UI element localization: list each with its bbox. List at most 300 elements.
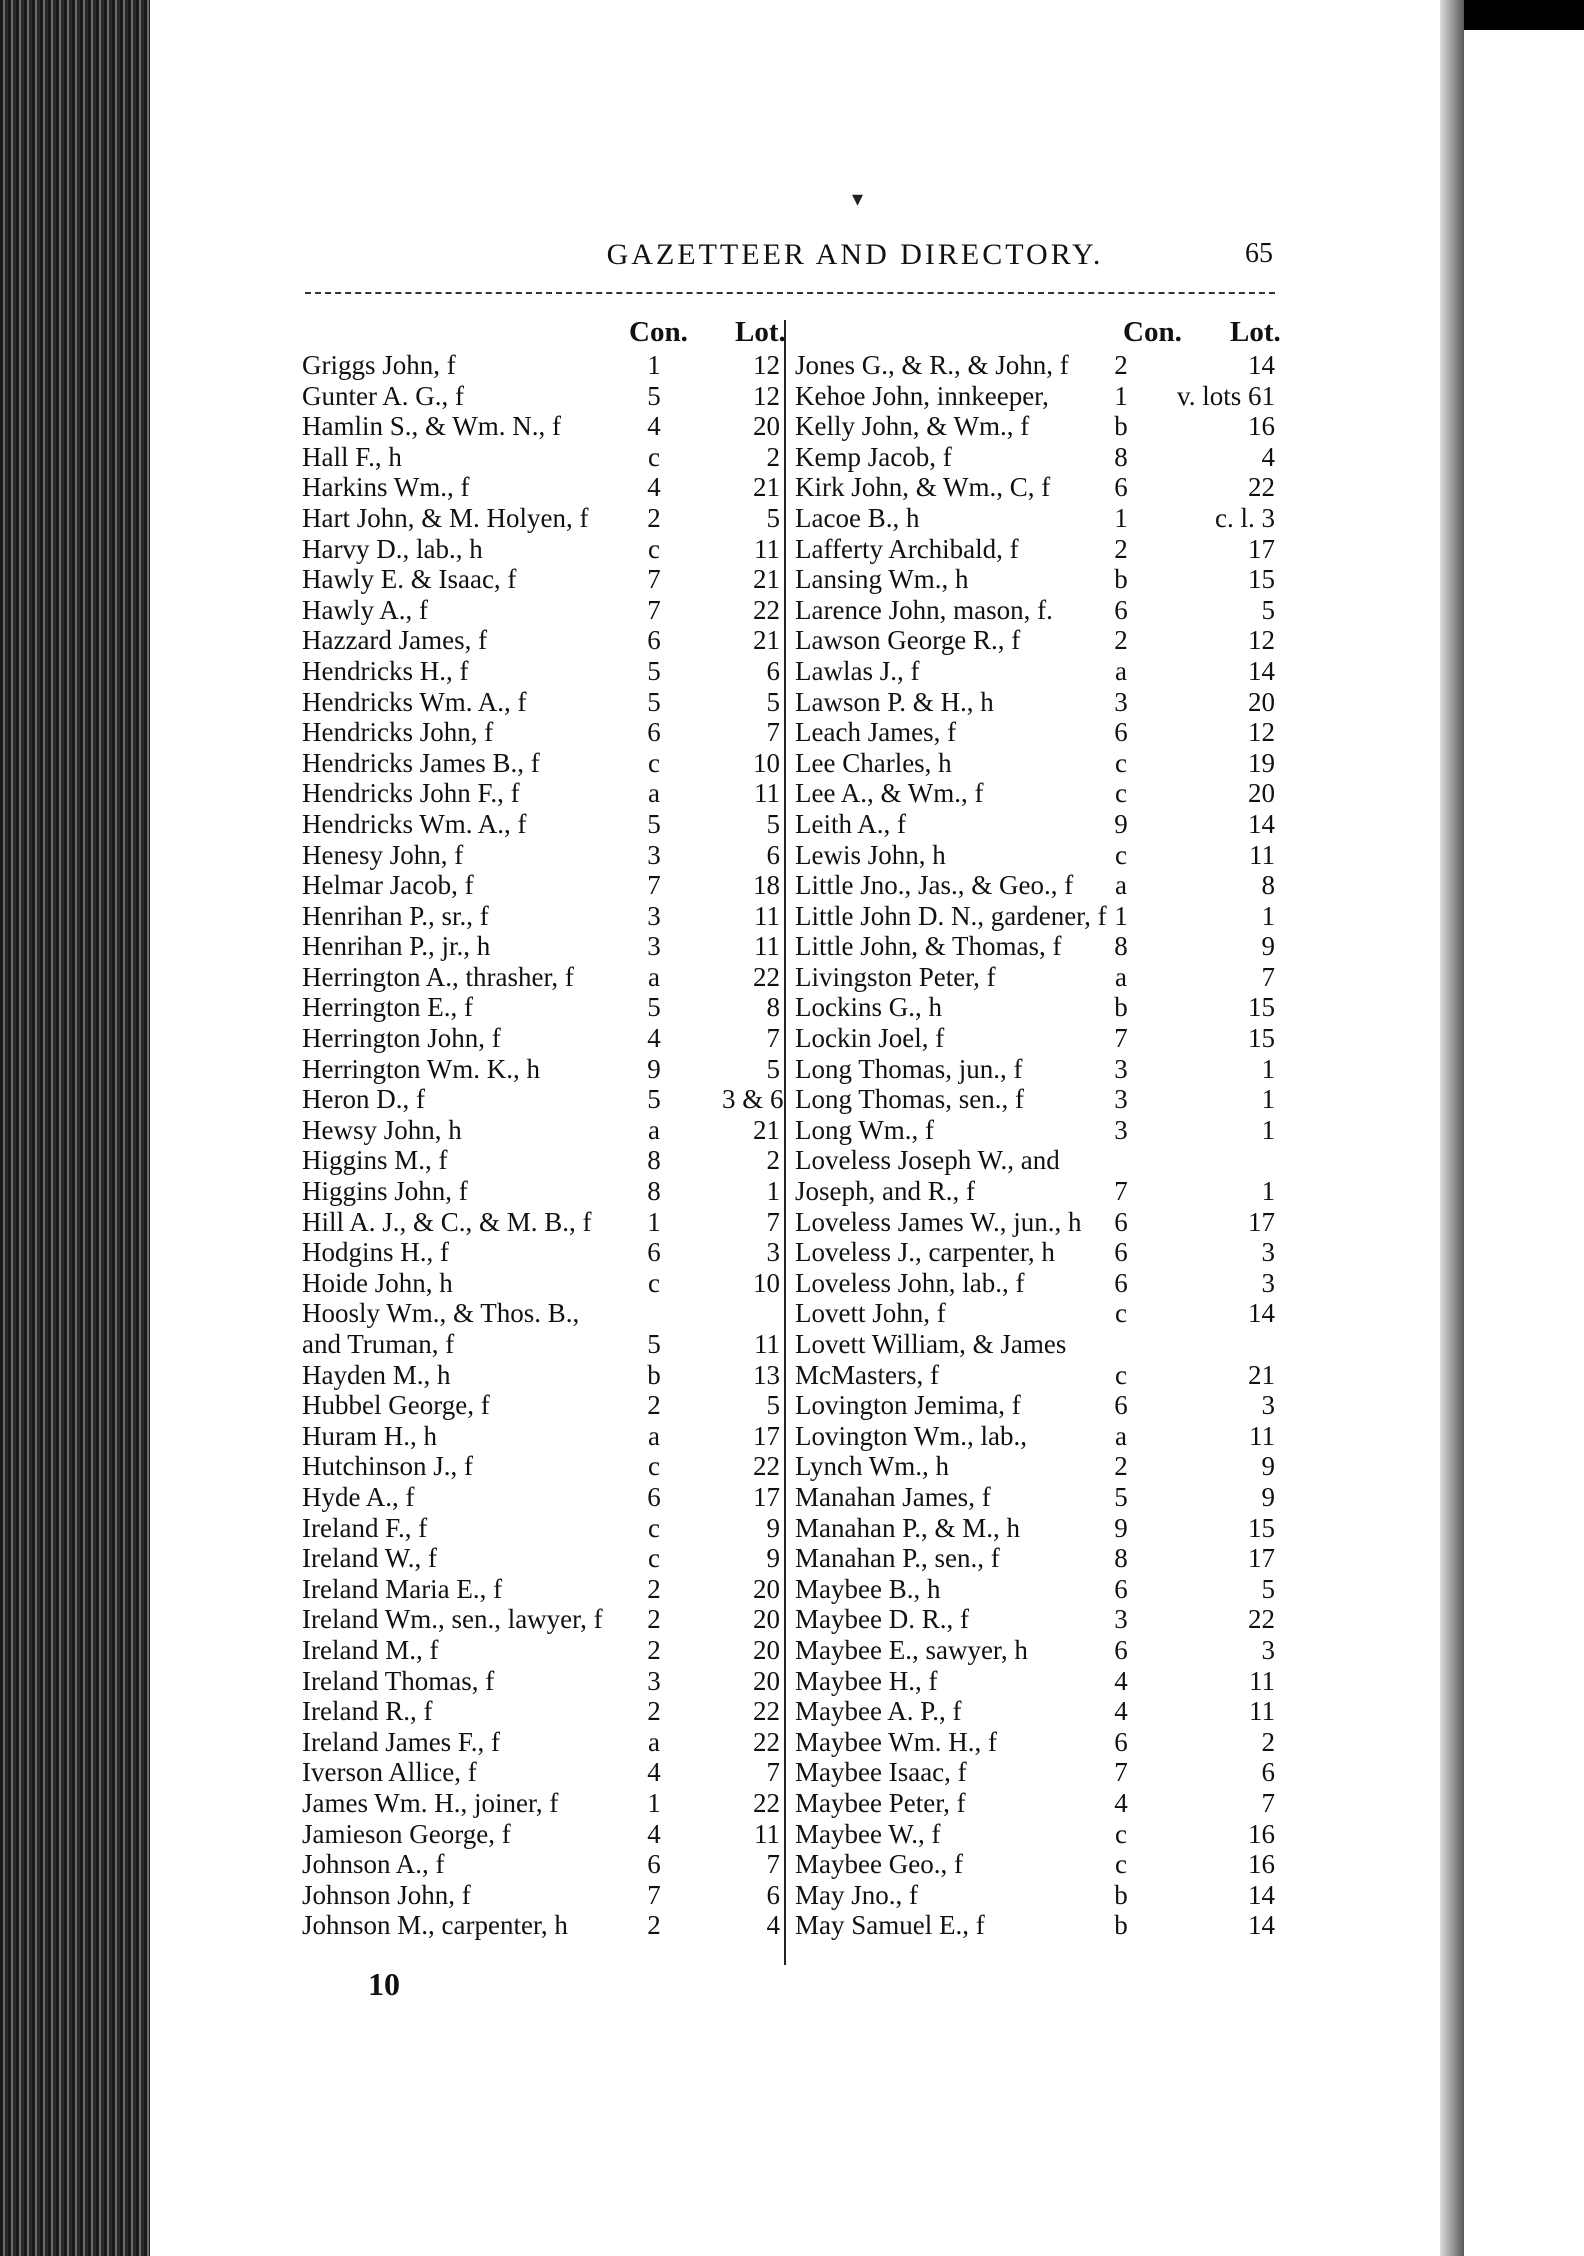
entry-lot: 19	[1248, 747, 1275, 778]
entry-concession: 6	[1114, 594, 1128, 625]
directory-entry	[795, 1666, 1275, 1697]
entry-lot: 4	[1261, 441, 1275, 472]
entry-concession: 2	[1114, 350, 1128, 380]
entry-name: Henesy John, f	[302, 839, 464, 870]
entry-name: Loveless James W., jun., h	[795, 1206, 1082, 1237]
entry-name: Jamieson George, f	[302, 1818, 511, 1849]
entry-name: James Wm. H., joiner, f	[302, 1787, 559, 1818]
directory-entry	[302, 350, 782, 381]
entry-name: Hamlin S., & Wm. N., f	[302, 411, 561, 442]
entry-concession: 2	[647, 1634, 661, 1665]
entry-lot: 21	[753, 564, 780, 595]
entry-name: Higgins M., f	[302, 1145, 448, 1176]
entry-lot: 11	[1249, 1696, 1275, 1727]
entry-concession: c	[648, 1512, 660, 1543]
entry-lot: 5	[766, 808, 780, 839]
directory-entry	[302, 1482, 782, 1513]
entry-lot: 12	[753, 380, 780, 411]
entry-lot: 6	[1261, 1757, 1275, 1788]
directory-entry	[795, 1084, 1275, 1115]
lot-header: Lot.	[735, 316, 786, 348]
entry-name: May Samuel E., f	[795, 1910, 985, 1941]
entry-name: Maybee Peter, f	[795, 1787, 966, 1818]
entry-name: Hoosly Wm., & Thos. B.,	[302, 1298, 580, 1329]
entry-lot: 3	[1261, 1634, 1275, 1665]
entry-lot: 17	[1248, 1543, 1275, 1574]
header-rule	[305, 292, 1275, 294]
entry-name: Long Thomas, sen., f	[795, 1084, 1024, 1115]
entry-concession: 6	[1114, 1726, 1128, 1757]
directory-entry	[302, 411, 782, 442]
entry-name: Hendricks Wm. A., f	[302, 686, 527, 717]
entry-lot: 5	[766, 1390, 780, 1421]
directory-entry	[795, 1115, 1275, 1146]
entry-lot: 3	[1261, 1390, 1275, 1421]
entry-name: Leith A., f	[795, 808, 906, 839]
entry-concession: 7	[1114, 1176, 1128, 1207]
entry-concession: c	[1115, 839, 1127, 870]
entry-concession: 9	[1114, 808, 1128, 839]
entry-lot: 7	[766, 1023, 780, 1054]
directory-entry	[795, 1298, 1275, 1329]
entry-concession: 3	[1114, 1604, 1128, 1635]
entry-concession: 1	[1114, 900, 1128, 931]
directory-entry	[302, 442, 782, 473]
left-listing	[302, 350, 782, 1941]
entry-name: Manahan James, f	[795, 1481, 991, 1512]
entry-name: Hayden M., h	[302, 1359, 451, 1390]
entry-lot: 9	[1261, 1451, 1275, 1482]
entry-lot: 6	[766, 1879, 780, 1910]
directory-entry	[795, 656, 1275, 687]
directory-entry	[795, 687, 1275, 718]
entry-concession: 6	[1114, 1573, 1128, 1604]
entry-name: Maybee Geo., f	[795, 1849, 963, 1880]
entry-name: Henrihan P., jr., h	[302, 931, 491, 962]
directory-entry	[302, 503, 782, 534]
entry-name: Huram H., h	[302, 1420, 437, 1451]
entry-concession: 8	[1114, 441, 1128, 472]
directory-entry	[795, 1849, 1275, 1880]
entry-concession: 9	[1114, 1512, 1128, 1543]
entry-lot: 20	[753, 1604, 780, 1635]
directory-entry	[795, 472, 1275, 503]
entry-lot: 17	[753, 1481, 780, 1512]
entry-lot: 10	[753, 1267, 780, 1298]
entry-concession: 5	[647, 380, 661, 411]
entry-name: Lockin Joel, f	[795, 1023, 945, 1054]
entry-lot: 16	[1248, 411, 1275, 442]
entry-concession: 2	[647, 1390, 661, 1421]
directory-entry	[795, 1329, 1275, 1360]
entry-name: Lovington Wm., lab.,	[795, 1420, 1027, 1451]
entry-concession: 7	[647, 870, 661, 901]
entry-lot: 11	[1249, 1665, 1275, 1696]
entry-name: Larence John, mason, f.	[795, 594, 1053, 625]
entry-name: Loveless John, lab., f	[795, 1267, 1025, 1298]
entry-name: Lee Charles, h	[795, 747, 952, 778]
entry-lot: 11	[754, 533, 780, 564]
entry-name: Little Jno., Jas., & Geo., f	[795, 870, 1074, 901]
entry-lot: 13	[753, 1359, 780, 1390]
entry-concession: c	[1115, 778, 1127, 809]
entry-name: Iverson Allice, f	[302, 1757, 477, 1788]
entry-concession: b	[1114, 564, 1128, 595]
directory-entry	[795, 564, 1275, 595]
entry-concession: 3	[647, 900, 661, 931]
entry-lot: 5	[766, 502, 780, 533]
entry-lot: 1	[1261, 1053, 1275, 1084]
page-number: 65	[1245, 238, 1273, 269]
entry-lot: 11	[1249, 839, 1275, 870]
directory-entry	[795, 1880, 1275, 1911]
entry-concession: 2	[1114, 533, 1128, 564]
entry-name: Lockins G., h	[795, 992, 942, 1023]
entry-concession: a	[648, 778, 660, 809]
entry-name: Ireland Thomas, f	[302, 1665, 495, 1696]
entry-concession: a	[648, 961, 660, 992]
directory-entry	[302, 1023, 782, 1054]
entry-concession: 4	[647, 1757, 661, 1788]
entry-concession: a	[1115, 961, 1127, 992]
entry-lot: 14	[1248, 1879, 1275, 1910]
entry-name: Hawly E. & Isaac, f	[302, 564, 517, 595]
entry-lot: 8	[766, 992, 780, 1023]
directory-entry	[302, 1451, 782, 1482]
entry-name: Lawson P. & H., h	[795, 686, 994, 717]
directory-entry	[795, 1635, 1275, 1666]
entry-lot: 15	[1248, 1512, 1275, 1543]
entry-lot: 17	[1248, 533, 1275, 564]
entry-concession: 4	[647, 411, 661, 442]
entry-name: Hall F., h	[302, 441, 402, 472]
entry-lot: 15	[1248, 1023, 1275, 1054]
entry-lot: 22	[1248, 472, 1275, 503]
entry-name: Higgins John, f	[302, 1176, 468, 1207]
entry-name: Kirk John, & Wm., C, f	[795, 472, 1051, 503]
directory-entry	[302, 1513, 782, 1544]
directory-entry	[795, 1757, 1275, 1788]
entry-name: Hart John, & M. Holyen, f	[302, 502, 589, 533]
directory-entry	[302, 748, 782, 779]
entry-name: Lee A., & Wm., f	[795, 778, 984, 809]
directory-entry	[302, 1757, 782, 1788]
entry-name: Lafferty Archibald, f	[795, 533, 1019, 564]
entry-lot: 16	[1248, 1818, 1275, 1849]
entry-name: Ireland F., f	[302, 1512, 428, 1543]
entry-name: Little John D. N., gardener, f	[795, 900, 1107, 931]
directory-entry	[795, 840, 1275, 871]
book-gutter	[1440, 0, 1464, 2256]
directory-entry	[795, 1910, 1275, 1941]
entry-concession: c	[1115, 1298, 1127, 1329]
directory-entry	[302, 1635, 782, 1666]
directory-entry	[302, 1727, 782, 1758]
entry-name: Helmar Jacob, f	[302, 870, 474, 901]
entry-name: Ireland W., f	[302, 1543, 437, 1574]
entry-concession: 8	[1114, 931, 1128, 962]
entry-concession: a	[1115, 655, 1127, 686]
entry-name: Hendricks John, f	[302, 717, 494, 748]
entry-lot: v. lots 61	[1176, 380, 1275, 411]
directory-entry	[795, 748, 1275, 779]
entry-concession: 1	[1114, 502, 1128, 533]
directory-entry	[795, 931, 1275, 962]
entry-concession: 6	[647, 717, 661, 748]
entry-lot: 12	[1248, 625, 1275, 656]
entry-concession: 6	[1114, 1634, 1128, 1665]
entry-name: Jones G., & R., & John, f	[795, 350, 1069, 380]
directory-entry	[795, 595, 1275, 626]
entry-concession: a	[648, 1114, 660, 1145]
book-page-edges	[0, 0, 150, 2256]
entry-name: Long Wm., f	[795, 1114, 934, 1145]
entry-concession: 1	[647, 1206, 661, 1237]
entry-concession: 1	[1114, 380, 1128, 411]
entry-concession: c	[648, 1451, 660, 1482]
entry-lot: 1	[1261, 1114, 1275, 1145]
directory-entry	[302, 809, 782, 840]
entry-name: Loveless Joseph W., and	[795, 1145, 1060, 1176]
entry-concession: 3	[647, 1665, 661, 1696]
directory-entry	[302, 1390, 782, 1421]
directory-entry	[302, 1421, 782, 1452]
entry-lot: 22	[753, 1787, 780, 1818]
entry-lot: 11	[754, 900, 780, 931]
entry-concession: 5	[647, 808, 661, 839]
entry-name: Maybee H., f	[795, 1665, 938, 1696]
entry-concession: b	[1114, 1910, 1128, 1941]
entry-lot: 22	[753, 1451, 780, 1482]
entry-concession: 4	[647, 472, 661, 503]
entry-concession: 3	[1114, 1084, 1128, 1115]
directory-entry	[302, 840, 782, 871]
entry-name: Hendricks Wm. A., f	[302, 808, 527, 839]
entry-name: May Jno., f	[795, 1879, 918, 1910]
directory-entry	[302, 1543, 782, 1574]
entry-concession: 5	[647, 686, 661, 717]
entry-concession: 5	[647, 655, 661, 686]
entry-concession: 7	[647, 1879, 661, 1910]
directory-entry	[302, 962, 782, 993]
entry-lot: 22	[753, 594, 780, 625]
entry-concession: 1	[647, 1787, 661, 1818]
entry-lot: 3	[1261, 1267, 1275, 1298]
entry-lot: 14	[1248, 1298, 1275, 1329]
entry-name: Hyde A., f	[302, 1481, 415, 1512]
entry-name: Loveless J., carpenter, h	[795, 1237, 1055, 1268]
entry-name: Manahan P., sen., f	[795, 1543, 1000, 1574]
entry-lot: 5	[1261, 1573, 1275, 1604]
entry-concession: c	[648, 533, 660, 564]
directory-entry	[302, 1574, 782, 1605]
directory-entry	[302, 1207, 782, 1238]
directory-entry	[795, 717, 1275, 748]
directory-entry	[795, 1237, 1275, 1268]
column-divider	[784, 320, 786, 1965]
directory-entry	[795, 625, 1275, 656]
entry-concession: 6	[1114, 1237, 1128, 1268]
directory-entry	[795, 992, 1275, 1023]
directory-entry	[795, 1819, 1275, 1850]
entry-lot: 11	[754, 931, 780, 962]
directory-entry	[302, 1298, 782, 1329]
entry-name: Hendricks H., f	[302, 655, 469, 686]
directory-entry	[302, 381, 782, 412]
entry-name: Henrihan P., sr., f	[302, 900, 489, 931]
directory-entry	[302, 1880, 782, 1911]
entry-concession: 3	[1114, 686, 1128, 717]
entry-concession: c	[648, 1543, 660, 1574]
entry-name: Lansing Wm., h	[795, 564, 969, 595]
entry-concession: a	[648, 1420, 660, 1451]
entry-lot: 5	[766, 686, 780, 717]
directory-entry	[795, 778, 1275, 809]
directory-entry	[302, 1696, 782, 1727]
directory-entry	[302, 870, 782, 901]
entry-lot: 3	[1261, 1237, 1275, 1268]
entry-lot: 6	[766, 655, 780, 686]
entry-name: Herrington Wm. K., h	[302, 1053, 540, 1084]
directory-entry	[302, 1329, 782, 1360]
entry-lot: 21	[753, 472, 780, 503]
entry-lot: 15	[1248, 992, 1275, 1023]
entry-concession: 6	[1114, 1390, 1128, 1421]
entry-lot: 12	[753, 350, 780, 380]
entry-concession: 8	[1114, 1543, 1128, 1574]
entry-concession: c	[648, 1267, 660, 1298]
entry-concession: 7	[647, 564, 661, 595]
directory-entry	[795, 1268, 1275, 1299]
directory-entry	[795, 534, 1275, 565]
entry-concession: 5	[647, 1084, 661, 1115]
directory-entry	[795, 1176, 1275, 1207]
entry-concession: 2	[647, 1573, 661, 1604]
entry-lot: 1	[1261, 1084, 1275, 1115]
entry-name: Kemp Jacob, f	[795, 441, 952, 472]
entry-name: Johnson John, f	[302, 1879, 471, 1910]
entry-concession: 4	[1114, 1787, 1128, 1818]
entry-lot: 3 & 6	[722, 1084, 784, 1115]
entry-lot: 14	[1248, 655, 1275, 686]
entry-concession: 7	[1114, 1023, 1128, 1054]
entry-lot: 11	[1249, 1420, 1275, 1451]
entry-lot: 2	[1261, 1726, 1275, 1757]
directory-entry	[795, 381, 1275, 412]
entry-lot: 2	[766, 1145, 780, 1176]
entry-concession: 6	[647, 1237, 661, 1268]
directory-entry	[302, 931, 782, 962]
entry-concession: 3	[1114, 1114, 1128, 1145]
directory-entry	[795, 1390, 1275, 1421]
entry-name: Heron D., f	[302, 1084, 425, 1115]
directory-entry	[795, 809, 1275, 840]
entry-concession: 4	[647, 1023, 661, 1054]
entry-concession: c	[1115, 1849, 1127, 1880]
directory-entry	[302, 1268, 782, 1299]
entry-lot: 20	[753, 1634, 780, 1665]
directory-entry	[302, 1084, 782, 1115]
directory-entry	[302, 1849, 782, 1880]
entry-concession: 2	[647, 1910, 661, 1941]
directory-entry	[795, 962, 1275, 993]
entry-concession: b	[1114, 992, 1128, 1023]
entry-name: Maybee W., f	[795, 1818, 941, 1849]
entry-lot: 11	[754, 1329, 780, 1359]
entry-lot: 7	[766, 1849, 780, 1880]
entry-concession: a	[648, 1726, 660, 1757]
directory-entry	[795, 1451, 1275, 1482]
directory-entry	[795, 503, 1275, 534]
entry-name: Livingston Peter, f	[795, 961, 996, 992]
entry-name: and Truman, f	[302, 1329, 455, 1359]
entry-lot: 4	[766, 1910, 780, 1941]
directory-entry	[795, 1421, 1275, 1452]
entry-lot: 3	[766, 1237, 780, 1268]
entry-concession: 6	[1114, 717, 1128, 748]
directory-entry	[795, 1482, 1275, 1513]
entry-lot: 1	[1261, 1176, 1275, 1207]
entry-concession: c	[1115, 1818, 1127, 1849]
entry-concession: 9	[647, 1053, 661, 1084]
entry-name: Hutchinson J., f	[302, 1451, 473, 1482]
entry-name: Maybee Wm. H., f	[795, 1726, 997, 1757]
entry-lot: 9	[766, 1512, 780, 1543]
entry-concession: 7	[1114, 1757, 1128, 1788]
directory-entry	[302, 778, 782, 809]
directory-entry	[795, 350, 1275, 381]
entry-name: Kelly John, & Wm., f	[795, 411, 1030, 442]
entry-lot: 17	[753, 1420, 780, 1451]
directory-entry	[302, 625, 782, 656]
entry-concession: b	[1114, 1879, 1128, 1910]
directory-entry	[302, 1666, 782, 1697]
entry-lot: 5	[1261, 594, 1275, 625]
entry-name: Griggs John, f	[302, 350, 456, 380]
entry-lot: 7	[1261, 1787, 1275, 1818]
entry-lot: 9	[1261, 931, 1275, 962]
entry-concession: 3	[1114, 1053, 1128, 1084]
entry-name: Maybee Isaac, f	[795, 1757, 967, 1788]
entry-name: Maybee D. R., f	[795, 1604, 969, 1635]
directory-entry	[302, 1360, 782, 1391]
directory-entry	[302, 687, 782, 718]
entry-name: Lawlas J., f	[795, 655, 920, 686]
entry-concession: 4	[1114, 1696, 1128, 1727]
entry-lot: 9	[766, 1543, 780, 1574]
entry-lot: 7	[1261, 961, 1275, 992]
entry-name: Lovington Jemima, f	[795, 1390, 1021, 1421]
directory-entry	[302, 534, 782, 565]
entry-lot: 14	[1248, 350, 1275, 380]
entry-concession: c	[648, 747, 660, 778]
directory-entry	[302, 1176, 782, 1207]
entry-lot: 20	[753, 1573, 780, 1604]
running-head: GAZETTEER AND DIRECTORY.	[606, 238, 1104, 271]
entry-lot: 15	[1248, 564, 1275, 595]
entry-lot: 7	[766, 1206, 780, 1237]
entry-concession: 2	[647, 1696, 661, 1727]
directory-entry	[795, 901, 1275, 932]
entry-lot: 12	[1248, 717, 1275, 748]
directory-entry	[795, 1727, 1275, 1758]
entry-lot: 20	[753, 411, 780, 442]
con-header: Con.	[1123, 316, 1182, 348]
entry-name: Lewis John, h	[795, 839, 946, 870]
directory-entry	[795, 1696, 1275, 1727]
directory-entry	[302, 656, 782, 687]
directory-entry	[795, 1788, 1275, 1819]
